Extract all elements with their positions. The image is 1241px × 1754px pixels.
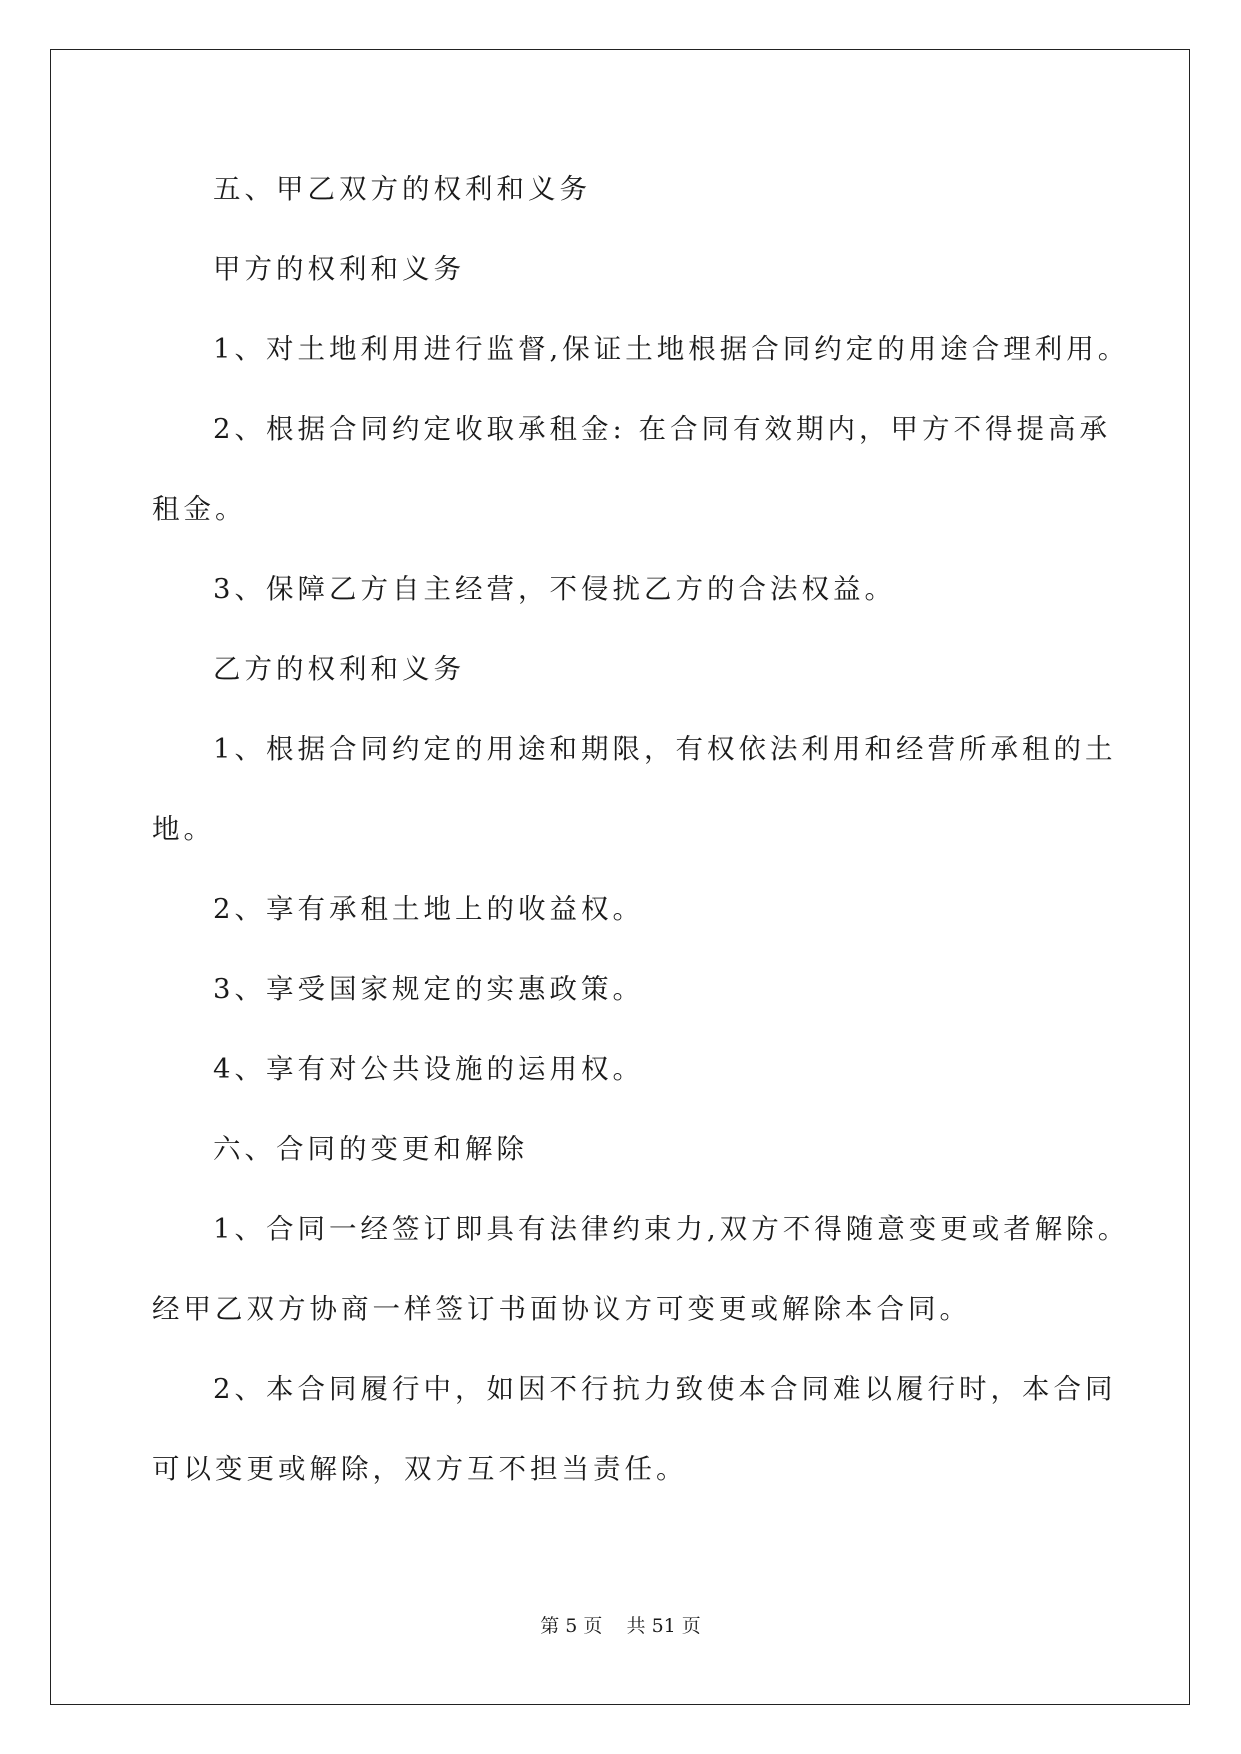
- paragraph-line: 可以变更或解除，双方互不担当责任。: [152, 1453, 688, 1485]
- paragraph-line: 租金。: [152, 493, 247, 525]
- paragraph-line: 4、享有对公共设施的运用权。: [213, 1053, 644, 1085]
- paragraph-line: 3、享受国家规定的实惠政策。: [213, 973, 644, 1005]
- paragraph-line: 地。: [152, 813, 215, 845]
- section-heading: 五、甲乙双方的权利和义务: [213, 173, 591, 205]
- paragraph-line: 2、享有承租土地上的收益权。: [213, 893, 644, 925]
- paragraph-line: 经甲乙双方协商一样签订书面协议方可变更或解除本合同。: [152, 1293, 971, 1325]
- paragraph-line: 1、对土地利用进行监督,保证土地根据合同约定的用途合理利用。: [213, 333, 1130, 365]
- paragraph-line: 1、合同一经签订即具有法律约束力,双方不得随意变更或者解除。: [213, 1213, 1130, 1245]
- paragraph-line: 2、根据合同约定收取承租金: 在合同有效期内，甲方不得提高承: [213, 413, 1112, 445]
- paragraph-line: 2、本合同履行中，如因不行抗力致使本合同难以履行时，本合同: [213, 1373, 1117, 1405]
- paragraph-line: 1、根据合同约定的用途和期限，有权依法利用和经营所承租的土: [213, 733, 1117, 765]
- section-heading: 六、合同的变更和解除: [213, 1133, 528, 1165]
- subsection-heading: 乙方的权利和义务: [213, 653, 465, 685]
- page-number-footer: 第 5 页 共 51 页: [540, 1615, 701, 1637]
- paragraph-line: 3、保障乙方自主经营，不侵扰乙方的合法权益。: [213, 573, 896, 605]
- subsection-heading: 甲方的权利和义务: [213, 253, 465, 285]
